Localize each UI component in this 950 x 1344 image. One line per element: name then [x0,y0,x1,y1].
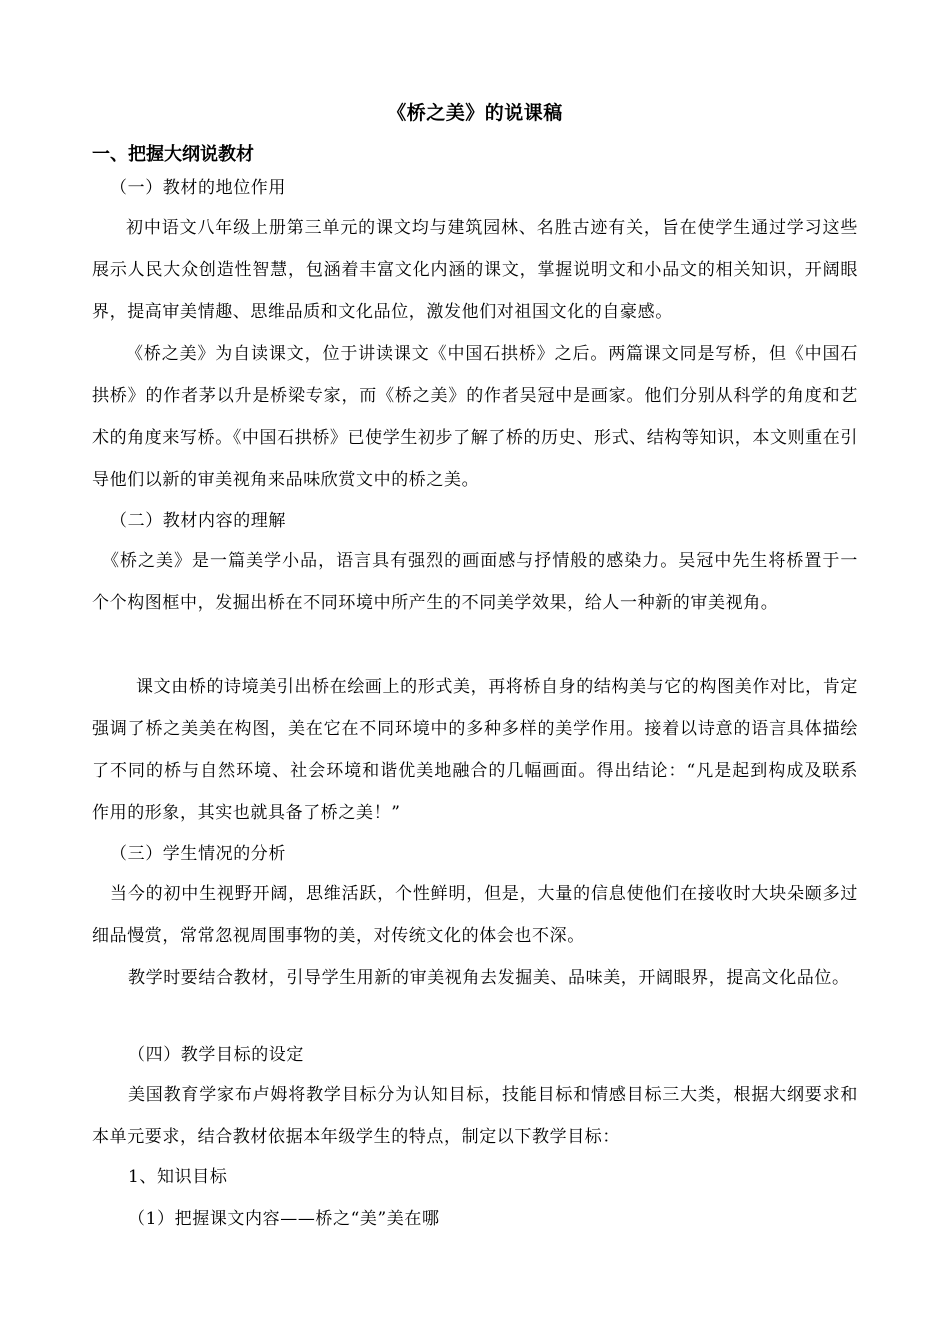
paragraph-1: 初中语文八年级上册第三单元的课文均与建筑园林、名胜古迹有关，旨在使学生通过学习这些展示人民大众创造性智慧，包涵着丰富文化内涵的课文，掌握说明文和小品文的相关知识，开阔眼界，提高审美情趣、思维品质和文化品位，激发他们对祖国文化的自豪感。 [92,218,858,322]
paragraph-7: 美国教育学家布卢姆将教学目标分为认知目标，技能目标和情感目标三大类，根据大纲要求和本单元要求，结合教材依据本年级学生的特点，制定以下教学目标： [92,1085,858,1147]
subheading-2: （二）教材内容的理解 [110,511,286,531]
section-heading-1: 一、把握大纲说教材 [92,144,254,165]
subheading-3: （三）学生情况的分析 [110,844,286,864]
paragraph-3: 《桥之美》是一篇美学小品，语言具有强烈的画面感与抒情般的感染力。吴冠中先生将桥置于一个个构图框中，发掘出桥在不同环境中所产生的不同美学效果，给人一种新的审美视角。 [92,551,858,613]
subheading-4: （四）教学目标的设定 [128,1045,304,1065]
paragraph-2: 《桥之美》为自读课文，位于讲读课文《中国石拱桥》之后。两篇课文同是写桥，但《中国石拱桥》的作者茅以升是桥梁专家，而《桥之美》的作者吴冠中是画家。他们分别从科学的角度和艺术的角度来写桥。《中国石拱桥》已使学生初步了解了桥的历史、形式、结构等知识，本文则重在引导他们以新的审美视角来品味欣赏文中的桥之美。 [92,344,858,490]
subheading-1: （一）教材的地位作用 [110,178,286,198]
paragraph-6: 教学时要结合教材，引导学生用新的审美视角去发掘美、品味美，开阔眼界，提高文化品位。 [128,968,850,988]
list-item-1: 1、知识目标 [128,1167,228,1187]
list-item-1-1: （1）把握课文内容——桥之“美”美在哪 [128,1209,440,1229]
paragraph-4: 课文由桥的诗境美引出桥在绘画上的形式美，再将桥自身的结构美与它的构图美作对比，肯定强调了桥之美美在构图，美在它在不同环境中的多种多样的美学作用。接着以诗意的语言具体描绘了不同的桥与自然环境、社会环境和谐优美地融合的几幅画面。得出结论：“凡是起到构成及联系作用的形象，其实也就具备了桥之美！” [92,677,858,823]
document-title: 《桥之美》的说课稿 [387,102,563,124]
paragraph-5: 当今的初中生视野开阔，思维活跃，个性鲜明，但是，大量的信息使他们在接收时大块朵颐多过细品慢赏，常常忽视周围事物的美，对传统文化的体会也不深。 [92,884,858,946]
